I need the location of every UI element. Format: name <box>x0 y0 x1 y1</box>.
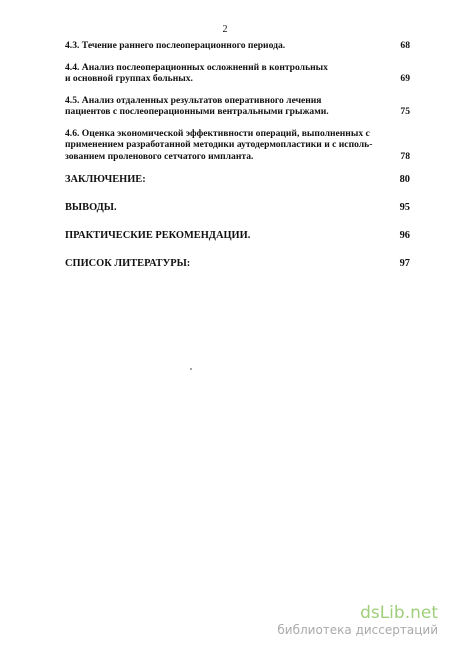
toc-entry-title-line: применением разработанной методики аутодермопластики и с исполь- <box>65 139 373 150</box>
toc-entry-title-line: СПИСОК ЛИТЕРАТУРЫ: <box>65 258 191 269</box>
toc-entry-references <box>65 258 410 270</box>
toc-entry-conclusion <box>65 174 410 186</box>
watermark-brand: dsLib.net <box>360 603 438 623</box>
toc-entry-title <box>65 128 381 163</box>
toc-entry-page: 80 <box>399 174 410 185</box>
toc-entry-title <box>65 174 381 186</box>
toc-entry-title-line: 4.5. Анализ отдаленных результатов оперативного лечения <box>65 94 322 106</box>
toc-entry-title <box>65 258 381 270</box>
toc-entry-page: 68 <box>400 40 410 51</box>
watermark-tagline: библиотека диссертаций <box>277 623 438 637</box>
toc-entry-title-line: ВЫВОДЫ. <box>65 202 117 213</box>
toc-entry-title-line: зованием проленового сетчатого импланта. <box>65 150 254 162</box>
toc-entry-findings <box>65 202 410 214</box>
toc-entry-page: 95 <box>399 202 410 213</box>
toc-entry-title <box>65 95 381 118</box>
toc-entry-page: 96 <box>399 230 410 241</box>
toc-entry-4-4 <box>65 62 410 85</box>
page-number: 2 <box>222 24 228 35</box>
toc-entry-4-6 <box>65 128 410 163</box>
site-watermark <box>277 604 438 637</box>
toc-entry-title <box>65 202 381 214</box>
toc-entry-title-line: и основной группах больных. <box>65 73 193 84</box>
toc-entry-title <box>65 230 381 242</box>
toc-entry-title-line: 4.4. Анализ послеоперационных осложнений в контрольных <box>65 61 328 73</box>
toc-entry-recommendations <box>65 230 410 242</box>
toc-entry-page: 75 <box>400 106 410 117</box>
toc-entry-4-3 <box>65 40 410 52</box>
toc-entry-page: 97 <box>399 258 410 269</box>
toc-entry-title-line: ПРАКТИЧЕСКИЕ РЕКОМЕНДАЦИИ. <box>65 230 251 241</box>
toc-entry-4-5 <box>65 95 410 118</box>
toc-entry-title-line: 4.3. Течение раннего послеоперационного периода. <box>65 40 286 51</box>
toc-entry-title-line: ЗАКЛЮЧЕНИЕ: <box>65 174 146 185</box>
toc-entry-page: 69 <box>400 73 410 84</box>
toc-entry-title-line: пациентов с послеоперационными вентральными грыжами. <box>65 106 329 117</box>
toc-entry-title <box>65 40 381 52</box>
table-of-contents <box>65 40 410 270</box>
scan-speck <box>190 368 192 370</box>
toc-entry-title-line: 4.6. Оценка экономической эффективности операций, выполненных с <box>65 127 370 139</box>
toc-entry-page: 78 <box>400 150 410 162</box>
toc-entry-title <box>65 62 381 85</box>
